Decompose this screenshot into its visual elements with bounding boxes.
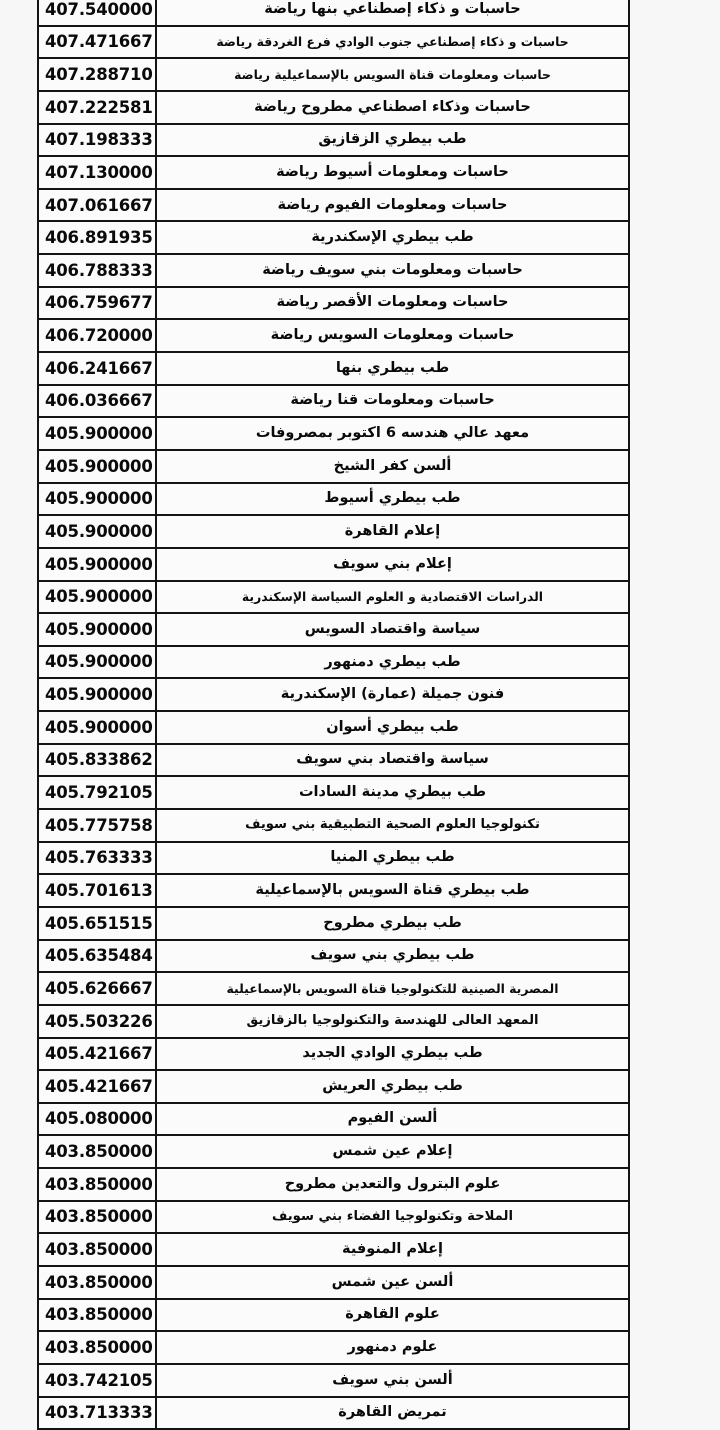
program-name-cell: حاسبات و ذكاء إصطناعي بنها رياضة (156, 0, 629, 26)
program-name-cell: طب بيطري الزقازيق (156, 124, 629, 157)
score-cell: 405.080000 (38, 1103, 156, 1136)
program-name-cell: الملاحة وتكنولوجيا الفضاء بني سويف (156, 1201, 629, 1234)
score-cell: 403.850000 (38, 1201, 156, 1234)
program-name-cell: حاسبات ومعلومات السويس رياضة (156, 319, 629, 352)
program-name-cell: طب بيطري المنيا (156, 842, 629, 875)
table-row (38, 287, 629, 320)
table-row (38, 91, 629, 124)
program-name-cell: تمريض القاهرة (156, 1397, 629, 1430)
score-cell: 405.833862 (38, 744, 156, 777)
table-row (38, 711, 629, 744)
program-name-cell: طب بيطري بني سويف (156, 940, 629, 973)
score-cell: 405.421667 (38, 1070, 156, 1103)
table-row (38, 1201, 629, 1234)
score-cell: 407.222581 (38, 91, 156, 124)
table-row (38, 1299, 629, 1332)
table-row (38, 972, 629, 1005)
score-cell: 406.241667 (38, 352, 156, 385)
table-row (38, 483, 629, 516)
score-cell: 405.900000 (38, 678, 156, 711)
score-cell: 405.651515 (38, 907, 156, 940)
program-name-cell: طب بيطري العريش (156, 1070, 629, 1103)
program-name-cell: طب بيطري دمنهور (156, 646, 629, 679)
score-cell: 405.701613 (38, 874, 156, 907)
score-table (37, 0, 630, 1430)
score-cell: 405.900000 (38, 711, 156, 744)
program-name-cell: إعلام عين شمس (156, 1135, 629, 1168)
program-name-cell: ألسن عين شمس (156, 1266, 629, 1299)
score-cell: 405.775758 (38, 809, 156, 842)
score-cell: 405.900000 (38, 483, 156, 516)
score-cell: 403.850000 (38, 1331, 156, 1364)
table-row (38, 1266, 629, 1299)
table-row (38, 809, 629, 842)
score-cell: 406.036667 (38, 385, 156, 418)
table-row (38, 352, 629, 385)
program-name-cell: حاسبات ومعلومات الأقصر رياضة (156, 287, 629, 320)
score-cell: 403.850000 (38, 1233, 156, 1266)
table-row (38, 842, 629, 875)
program-name-cell: حاسبات ومعلومات بني سويف رياضة (156, 254, 629, 287)
table-row (38, 450, 629, 483)
program-name-cell: إعلام المنوفية (156, 1233, 629, 1266)
program-name-cell: الدراسات الاقتصادية و العلوم السياسة الإسكندرية (156, 581, 629, 614)
program-name-cell: معهد عالي هندسه 6 اكتوبر بمصروفات (156, 417, 629, 450)
score-cell: 405.900000 (38, 646, 156, 679)
score-cell: 405.421667 (38, 1038, 156, 1071)
score-cell: 405.900000 (38, 450, 156, 483)
table-row (38, 548, 629, 581)
table-row (38, 26, 629, 59)
score-cell: 403.713333 (38, 1397, 156, 1430)
table-row (38, 124, 629, 157)
table-row (38, 1168, 629, 1201)
score-cell: 403.850000 (38, 1135, 156, 1168)
program-name-cell: ألسن كفر الشيخ (156, 450, 629, 483)
score-cell: 407.540000 (38, 0, 156, 26)
score-cell: 406.759677 (38, 287, 156, 320)
program-name-cell: طب بيطري قناة السويس بالإسماعيلية (156, 874, 629, 907)
score-cell: 403.850000 (38, 1168, 156, 1201)
program-name-cell: علوم البترول والتعدين مطروح (156, 1168, 629, 1201)
program-name-cell: طب بيطري الوادي الجديد (156, 1038, 629, 1071)
table-row (38, 1038, 629, 1071)
score-cell: 403.742105 (38, 1364, 156, 1397)
table-row (38, 613, 629, 646)
table-row (38, 1005, 629, 1038)
score-cell: 407.130000 (38, 156, 156, 189)
score-cell: 403.850000 (38, 1266, 156, 1299)
score-cell: 405.900000 (38, 417, 156, 450)
program-name-cell: تكنولوجيا العلوم الصحية التطبيقية بني سويف (156, 809, 629, 842)
table-row (38, 1135, 629, 1168)
program-name-cell: حاسبات و ذكاء إصطناعي جنوب الوادي فرع الغردقة رياضة (156, 26, 629, 59)
program-name-cell: طب بيطري الإسكندرية (156, 221, 629, 254)
program-name-cell: سياسة واقتصاد السويس (156, 613, 629, 646)
table-row (38, 776, 629, 809)
program-name-cell: طب بيطري مدينة السادات (156, 776, 629, 809)
program-name-cell: طب بيطري أسيوط (156, 483, 629, 516)
table-row (38, 744, 629, 777)
score-cell: 405.763333 (38, 842, 156, 875)
table-row (38, 581, 629, 614)
table-row (38, 221, 629, 254)
table-row (38, 1233, 629, 1266)
score-cell: 405.503226 (38, 1005, 156, 1038)
score-cell: 406.720000 (38, 319, 156, 352)
score-cell: 405.900000 (38, 613, 156, 646)
score-cell: 405.900000 (38, 581, 156, 614)
score-cell: 407.061667 (38, 189, 156, 222)
program-name-cell: فنون جميلة (عمارة) الإسكندرية (156, 678, 629, 711)
table-row (38, 156, 629, 189)
program-name-cell: علوم دمنهور (156, 1331, 629, 1364)
program-name-cell: حاسبات ومعلومات قنا رياضة (156, 385, 629, 418)
program-name-cell: طب بيطري مطروح (156, 907, 629, 940)
program-name-cell: حاسبات وذكاء اصطناعي مطروح رياضة (156, 91, 629, 124)
program-name-cell: سياسة واقتصاد بني سويف (156, 744, 629, 777)
program-name-cell: إعلام بني سويف (156, 548, 629, 581)
program-name-cell: حاسبات ومعلومات قناة السويس بالإسماعيلية رياضة (156, 58, 629, 91)
table-row (38, 1103, 629, 1136)
program-name-cell: المصرية الصينية للتكنولوجيا قناة السويس بالإسماعيلية (156, 972, 629, 1005)
table-row (38, 319, 629, 352)
table-row (38, 678, 629, 711)
table-row (38, 515, 629, 548)
score-cell: 405.900000 (38, 515, 156, 548)
program-name-cell: طب بيطري بنها (156, 352, 629, 385)
score-cell: 403.850000 (38, 1299, 156, 1332)
table-row (38, 385, 629, 418)
table-row (38, 646, 629, 679)
program-name-cell: حاسبات ومعلومات أسيوط رياضة (156, 156, 629, 189)
program-name-cell: طب بيطري أسوان (156, 711, 629, 744)
score-cell: 407.471667 (38, 26, 156, 59)
score-cell: 405.792105 (38, 776, 156, 809)
table-row (38, 254, 629, 287)
program-name-cell: إعلام القاهرة (156, 515, 629, 548)
table-row (38, 189, 629, 222)
table-row (38, 0, 629, 26)
table-viewport (37, 0, 628, 1423)
table-row (38, 874, 629, 907)
program-name-cell: المعهد العالى للهندسة والتكنولوجيا بالزقازيق (156, 1005, 629, 1038)
table-row (38, 417, 629, 450)
table-row (38, 1397, 629, 1430)
program-name-cell: علوم القاهرة (156, 1299, 629, 1332)
program-name-cell: ألسن الفيوم (156, 1103, 629, 1136)
score-cell: 406.891935 (38, 221, 156, 254)
score-cell: 407.288710 (38, 58, 156, 91)
program-name-cell: ألسن بني سويف (156, 1364, 629, 1397)
table-row (38, 907, 629, 940)
program-name-cell: حاسبات ومعلومات الفيوم رياضة (156, 189, 629, 222)
table-body (38, 0, 629, 1429)
table-row (38, 940, 629, 973)
score-cell: 407.198333 (38, 124, 156, 157)
table-row (38, 1070, 629, 1103)
score-cell: 405.626667 (38, 972, 156, 1005)
score-cell: 406.788333 (38, 254, 156, 287)
score-cell: 405.635484 (38, 940, 156, 973)
table-row (38, 58, 629, 91)
table-row (38, 1364, 629, 1397)
table-row (38, 1331, 629, 1364)
score-cell: 405.900000 (38, 548, 156, 581)
